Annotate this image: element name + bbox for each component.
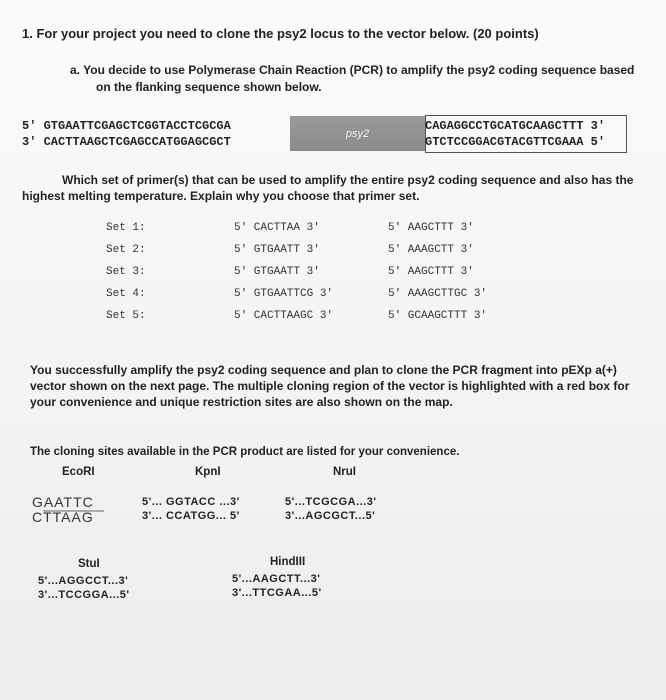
primer-question: [22, 172, 642, 204]
kpni-name: KpnI: [195, 466, 221, 478]
left-top-strand: 5' GTGAATTCGAGCTCGGTACCTCGCGA: [22, 119, 231, 133]
primer-set-label: Set 2:: [106, 244, 146, 256]
primer-set-label: Set 1:: [106, 222, 146, 234]
primer-set-rev: 5' AAGCTTT 3': [388, 266, 474, 278]
ecori-top: GAATTC: [32, 494, 94, 510]
cloning-paragraph: You successfully amplify the psy2 coding sequence and plan to clone the PCR fragment into pEXp a(+) vector shown on the next page. The multiple cloning region of the vector is highlighted with a red box for your convenience and unique restriction sites are also shown on the map.: [30, 363, 630, 409]
primer-set-label: Set 5:: [106, 310, 146, 322]
hindiii-bottom: 3'...TTCGAA...5': [232, 587, 322, 599]
psy2-label: psy2: [345, 127, 370, 140]
primer-set-fwd: 5' CACTTAA 3': [234, 222, 320, 234]
stui-top: 5'...AGGCCT...3': [38, 575, 129, 587]
primer-set-rev: 5' AAAGCTTGC 3': [388, 288, 488, 300]
primer-set-fwd: 5' CACTTAAGC 3': [234, 310, 334, 322]
right-bottom-strand: GTCTCCGGACGTACGTTCGAAA 5': [425, 135, 606, 149]
hindiii-site: [232, 572, 322, 600]
primer-set-fwd: 5' GTGAATT 3': [234, 244, 320, 256]
kpni-top: 5'... GGTACC ...3': [142, 496, 240, 508]
right-top-strand: CAGAGGCCTGCATGCAAGCTTT 3': [425, 119, 606, 133]
primer-question-line-1: Which set of primer(s) that can be used to amplify the entire psy2 coding sequence and also has the: [62, 173, 634, 187]
nrui-top: 5'...TCGCGA...3': [285, 496, 377, 508]
primer-set-fwd: 5' GTGAATT 3': [234, 266, 320, 278]
right-flank-sequence: [425, 118, 605, 150]
primer-set-label: Set 3:: [106, 266, 146, 278]
hindiii-name: HindIII: [270, 556, 306, 568]
primer-set-label: Set 4:: [106, 288, 146, 300]
stui-site: [38, 574, 129, 602]
left-flank-sequence: [22, 118, 231, 150]
part-a-line-1: a. You decide to use Polymerase Chain Reaction (PCR) to amplify the psy2 coding sequence based: [70, 63, 635, 77]
kpni-bottom: 3'... CCATGG... 5': [142, 510, 240, 522]
nrui-name: NruI: [333, 466, 356, 478]
cloning-sites-title: The cloning sites available in the PCR product are listed for your convenience.: [30, 446, 460, 458]
primer-question-line-2: highest melting temperature. Explain why you choose that primer set.: [22, 189, 420, 203]
ecori-cut-line: [32, 500, 112, 522]
ecori-bottom: CTTAAG: [32, 509, 94, 525]
part-a-line-2: on the flanking sequence shown below.: [96, 80, 322, 94]
psy2-gene-box: [290, 116, 425, 151]
kpni-site: [142, 495, 240, 523]
ecori-name: EcoRI: [62, 466, 95, 478]
primer-set-rev: 5' AAGCTTT 3': [388, 222, 474, 234]
primer-set-rev: 5' AAAGCTT 3': [388, 244, 474, 256]
primer-set-rev: 5' GCAAGCTTT 3': [388, 310, 488, 322]
stui-bottom: 3'...TCCGGA...5': [38, 589, 130, 601]
question-part-a: [70, 62, 634, 96]
nrui-bottom: 3'...AGCGCT...5': [285, 510, 376, 522]
nrui-site: [285, 495, 376, 523]
primer-set-fwd: 5' GTGAATTCG 3': [234, 288, 334, 300]
hindiii-top: 5'...AAGCTT...3': [232, 573, 321, 585]
left-bottom-strand: 3' CACTTAAGCTCGAGCCATGGAGCGCT: [22, 135, 231, 149]
question-title: 1. For your project you need to clone the psy2 locus to the vector below. (20 points): [22, 26, 539, 41]
stui-name: StuI: [78, 558, 100, 570]
